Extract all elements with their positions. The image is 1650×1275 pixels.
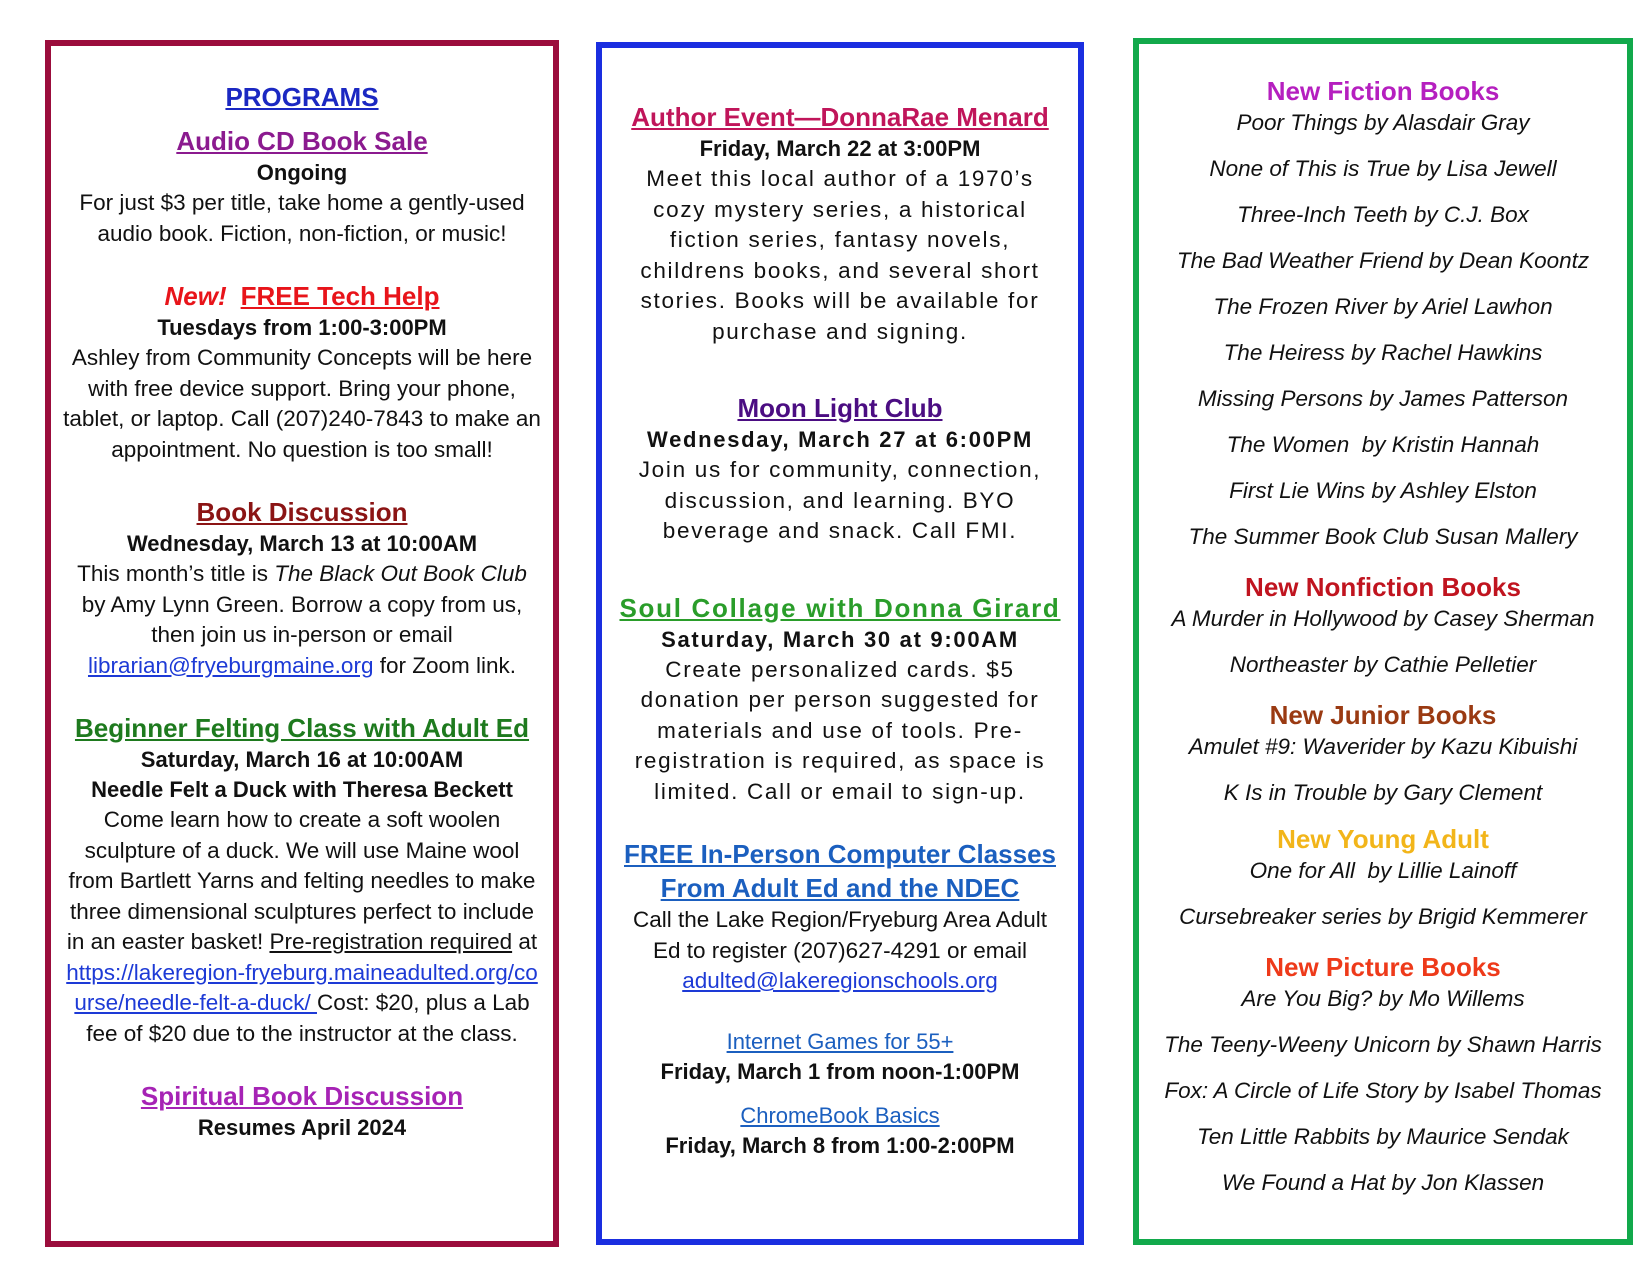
section-title: New Nonfiction Books xyxy=(1245,572,1521,602)
moon-club-title: Moon Light Club xyxy=(737,393,943,423)
computer-classes-title-1: FREE In-Person Computer Classes xyxy=(624,839,1056,869)
book-item: First Lie Wins by Ashley Elston xyxy=(1229,478,1537,503)
book-item: Missing Persons by James Patterson xyxy=(1197,386,1569,411)
librarian-email-link[interactable]: librarian@fryeburgmaine.org xyxy=(87,652,374,678)
programs-panel xyxy=(45,40,559,1247)
books-list xyxy=(1147,74,1619,1216)
felting-cost: Cost: $20, plus a Lab fee of $20 due to the instructor at the class. xyxy=(86,990,530,1046)
felting-desc-text: Come learn how to create a soft woolen sculpture of a duck. We will use Maine wool from Bartlett Yarns and felting needles to make three dimensional sculptures perfect to include in an easter basket! xyxy=(66,807,536,954)
section-title: New Junior Books xyxy=(1269,700,1497,730)
felting-title: Beginner Felting Class with Adult Ed xyxy=(74,713,530,743)
felting-prereg: Pre-registration required xyxy=(269,929,513,954)
book-item: The Heiress by Rachel Hawkins xyxy=(1223,340,1543,365)
moon-club-when: Wednesday, March 27 at 6:00PM xyxy=(647,427,1033,452)
new-books-panel xyxy=(1133,38,1633,1245)
book-item: The Teeny-Weeny Unicorn by Shawn Harris xyxy=(1164,1032,1602,1057)
tech-help-desc: Ashley from Community Concepts will be here with free device support. Bring your phone, tablet, or laptop. Call (207)240-7843 to make an appointment. No question is too small! xyxy=(63,345,541,462)
tech-help-when: Tuesdays from 1:00-3:00PM xyxy=(157,315,447,340)
book-item: Fox: A Circle of Life Story by Isabel Thomas xyxy=(1164,1078,1602,1103)
felting-desc xyxy=(63,805,541,1049)
section-title: New Fiction Books xyxy=(1266,76,1500,106)
book-item: One for All by Lillie Lainoff xyxy=(1249,858,1517,883)
book-discussion-desc-post: for Zoom link. xyxy=(373,652,516,678)
felting-subtitle: Needle Felt a Duck with Theresa Beckett xyxy=(91,777,513,802)
book-item: Are You Big? by Mo Willems xyxy=(1241,986,1525,1011)
adulted-email-link[interactable]: adulted@lakeregionschools.org xyxy=(682,968,998,993)
felting-at: at xyxy=(512,929,538,954)
spiritual-when: Resumes April 2024 xyxy=(197,1115,407,1140)
spiritual-title: Spiritual Book Discussion xyxy=(140,1081,464,1111)
book-item: The Summer Book Club Susan Mallery xyxy=(1188,524,1578,549)
book-item: Northeaster by Cathie Pelletier xyxy=(1229,652,1537,677)
audio-cd-title: Audio CD Book Sale xyxy=(176,126,428,156)
book-item: A Murder in Hollywood by Casey Sherman xyxy=(1171,606,1595,631)
moon-club-desc: Join us for community, connection, discussion, and learning. BYO beverage and snack. Call FMI. xyxy=(638,457,1042,543)
book-discussion-book-title: The Black Out Book Club xyxy=(274,561,527,586)
internet-games-title: Internet Games for 55+ xyxy=(726,1028,954,1054)
soul-collage-title: Soul Collage with Donna Girard xyxy=(619,592,1061,623)
soul-collage-when: Saturday, March 30 at 9:00AM xyxy=(661,626,1019,652)
book-item: Cursebreaker series by Brigid Kemmerer xyxy=(1179,904,1587,929)
book-discussion-title: Book Discussion xyxy=(196,497,408,527)
felting-when: Saturday, March 16 at 10:00AM xyxy=(140,747,464,772)
author-event-title: Author Event—DonnaRae Menard xyxy=(631,102,1049,132)
tech-help-title xyxy=(164,279,439,313)
programs-heading: PROGRAMS xyxy=(225,82,379,112)
soul-collage-desc: Create personalized cards. $5 donation per person suggested for materials and use of tools. Pre-registration is required, as space is limited. Call or email to sign-up. xyxy=(634,656,1046,804)
book-item: The Women by Kristin Hannah xyxy=(1226,432,1540,457)
book-discussion-desc-pre: This month’s title is xyxy=(77,561,275,586)
events-panel xyxy=(596,42,1084,1245)
book-discussion-when: Wednesday, March 13 at 10:00AM xyxy=(126,531,478,556)
book-item: The Frozen River by Ariel Lawhon xyxy=(1213,294,1553,319)
author-event-desc: Meet this local author of a 1970’s cozy mystery series, a historical fiction series, fantasy novels, childrens books, and several short stories. Books will be available for purchase and signing. xyxy=(640,166,1040,344)
internet-games-when: Friday, March 1 from noon-1:00PM xyxy=(660,1058,1020,1084)
book-item: The Bad Weather Friend by Dean Koontz xyxy=(1176,248,1590,273)
book-item: Ten Little Rabbits by Maurice Sendak xyxy=(1197,1124,1569,1149)
book-item: Three-Inch Teeth by C.J. Box xyxy=(1237,202,1529,227)
book-item: None of This is True by Lisa Jewell xyxy=(1209,156,1557,181)
book-item: Amulet #9: Waverider by Kazu Kibuishi xyxy=(1188,734,1578,759)
felting-course-link[interactable]: https://lakeregion-fryeburg.maineadulted.org/course/needle-felt-a-duck/ xyxy=(66,959,538,1015)
section-title: New Picture Books xyxy=(1265,952,1501,982)
book-item: We Found a Hat by Jon Klassen xyxy=(1221,1170,1545,1195)
book-item: Poor Things by Alasdair Gray xyxy=(1236,110,1530,135)
book-item: K Is in Trouble by Gary Clement xyxy=(1223,780,1543,805)
computer-classes-title-2: From Adult Ed and the NDEC xyxy=(660,873,1020,903)
book-discussion-desc-mid: by Amy Lynn Green. Borrow a copy from us, then join us in-person or email xyxy=(81,591,523,647)
author-event-when: Friday, March 22 at 3:00PM xyxy=(699,136,981,161)
audio-cd-desc: For just $3 per title, take home a gently-used audio book. Fiction, non-fiction, or music! xyxy=(79,190,525,246)
audio-cd-when: Ongoing xyxy=(256,160,348,185)
computer-classes-desc: Call the Lake Region/Fryeburg Area Adult Ed to register (207)627-4291 or email xyxy=(633,907,1047,963)
tech-help-title-text: FREE Tech Help xyxy=(240,281,440,311)
section-title: New Young Adult xyxy=(1277,824,1489,854)
chromebook-title: ChromeBook Basics xyxy=(740,1102,940,1128)
chromebook-when: Friday, March 8 from 1:00-2:00PM xyxy=(665,1132,1015,1158)
tech-new-label: New! xyxy=(164,281,227,311)
book-discussion-desc xyxy=(67,559,537,681)
